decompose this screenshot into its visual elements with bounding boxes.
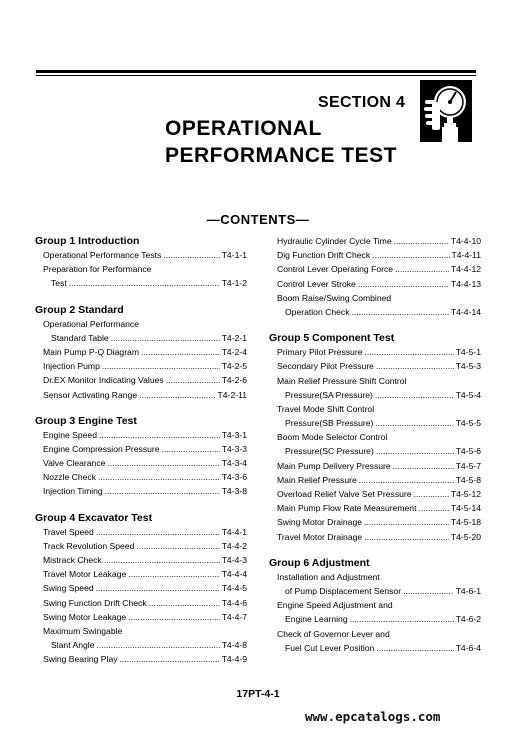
toc-entry-label: Test	[51, 278, 67, 289]
toc-entry[interactable]	[269, 388, 481, 402]
toc-entry-page: T4-4-13	[450, 278, 481, 289]
toc-entry-page: T4-4-14	[450, 306, 481, 317]
toc-entry-label: Maximum Swingable	[43, 625, 123, 636]
toc-entry-page: T4-5-20	[450, 531, 481, 542]
toc-entry[interactable]	[35, 470, 247, 484]
group-spacer	[35, 291, 247, 299]
toc-entry-page: T4-4-7	[221, 611, 247, 622]
toc-entry-page: T4-2-6	[221, 375, 247, 386]
toc-entry-page: T4-3-3	[221, 443, 247, 454]
toc-leader-dots	[139, 388, 215, 402]
toc-entry-label: Main Pump Delivery Pressure	[277, 460, 391, 471]
toc-group-heading: Group 5 Component Test	[269, 332, 395, 345]
toc-entry-label: of Pump Displacement Sensor	[285, 585, 402, 596]
toc-entry-label: Track Revolution Speed	[43, 540, 135, 551]
toc-entry[interactable]	[35, 539, 247, 553]
group-spacer	[35, 499, 247, 507]
watermark: www.epcatalogs.com	[305, 709, 441, 724]
toc-entry-label: Slant Angle	[51, 640, 95, 651]
toc-group-heading: Group 2 Standard	[35, 303, 124, 316]
toc-entry-page: T4-5-6	[455, 446, 481, 457]
toc-entry-label: Swing Function Drift Check	[43, 597, 147, 608]
toc-entry-page: T4-5-5	[455, 418, 481, 429]
toc-leader-dots	[364, 530, 449, 544]
toc-leader-dots	[364, 515, 449, 529]
toc-entry-label: Engine Learning	[285, 614, 348, 625]
toc-leader-dots	[418, 501, 448, 515]
toc-entry-page: T4-5-7	[455, 460, 481, 471]
toc-entry-page: T4-2-11	[217, 389, 247, 400]
toc-entry-page: T4-6-4	[455, 642, 481, 653]
toc-leader-dots	[163, 248, 219, 262]
toc-entry-label: Pressure(SC Pressure)	[285, 446, 374, 457]
toc-entry[interactable]	[269, 430, 481, 444]
toc-entry-page: T4-4-4	[221, 569, 247, 580]
toc-leader-dots	[107, 456, 219, 470]
toc-entry[interactable]	[35, 652, 247, 666]
toc-entry-page: T4-4-1	[221, 526, 247, 537]
toc-entry[interactable]	[269, 248, 481, 262]
toc-entry-page: T4-1-2	[221, 278, 247, 289]
toc-entry-label: Check of Governor Lever and	[277, 628, 390, 639]
toc-leader-dots	[376, 641, 453, 655]
toc-leader-dots	[102, 359, 220, 373]
page-title-line2: PERFORMANCE TEST	[165, 144, 398, 167]
toc-leader-dots	[375, 416, 453, 430]
toc-entry[interactable]	[269, 459, 481, 473]
toc-entry[interactable]	[269, 234, 481, 248]
group-spacer	[269, 319, 481, 327]
toc-entry[interactable]	[269, 374, 481, 388]
toc-entry-label: Control Lever Operating Force	[277, 264, 394, 275]
toc-entry[interactable]	[35, 388, 247, 402]
toc-entry[interactable]	[269, 359, 481, 373]
toc-entry-label: Swing Motor Drainage	[277, 517, 363, 528]
toc-entry[interactable]	[269, 345, 481, 359]
toc-group-heading: Group 1 Introduction	[35, 235, 140, 247]
contents-heading: —CONTENTS—	[206, 212, 310, 227]
toc-entry-page: T4-5-14	[450, 503, 481, 514]
toc-entry-page: T4-4-11	[451, 250, 481, 261]
toc-entry-page: T4-4-12	[450, 264, 481, 275]
toc-entry[interactable]	[35, 345, 247, 359]
toc-entry-label: Installation and Adjustment	[277, 571, 380, 582]
toc-entry-label: Sensor Activating Range	[43, 389, 138, 400]
toc-entry-page: T4-5-12	[450, 489, 481, 499]
group-spacer	[35, 402, 247, 410]
toc-entry[interactable]	[269, 641, 481, 655]
toc-group-heading: Group 6 Adjustment	[269, 556, 370, 569]
toc-entry-page: T4-3-1	[221, 429, 247, 440]
toc-entry-page: T4-5-8	[455, 474, 481, 485]
toc-entry[interactable]	[269, 277, 481, 291]
toc-leader-dots	[162, 442, 220, 456]
toc-entry-label: Boom Raise/Swing Combined	[277, 292, 392, 303]
toc-leader-dots	[149, 596, 220, 610]
toc-entry[interactable]	[35, 484, 247, 498]
toc-leader-dots	[166, 373, 220, 387]
toc-entry[interactable]	[35, 248, 247, 262]
toc-entry[interactable]	[35, 624, 247, 638]
toc-entry-label: Hydraulic Cylinder Cycle Time	[277, 236, 392, 246]
toc-entry-page: T4-1-1	[221, 250, 247, 260]
toc-entry-page: T4-4-10	[450, 236, 481, 246]
toc-leader-dots	[128, 610, 220, 624]
toc-entry[interactable]	[269, 530, 481, 544]
toc-entry-label: Secondary Pilot Pressure	[277, 361, 374, 372]
toc-entry-label: Swing Bearing Play	[43, 654, 118, 665]
toc-entry[interactable]	[269, 262, 481, 276]
toc-entry[interactable]	[269, 501, 481, 515]
header-rule-thick	[36, 70, 476, 73]
toc-leader-dots	[141, 345, 220, 359]
toc-entry-label: Injection Pump	[43, 361, 100, 372]
toc-entry[interactable]	[35, 567, 247, 581]
toc-leader-dots	[395, 262, 449, 276]
toc-leader-dots	[375, 388, 454, 402]
toc-entry-label: Travel Speed	[43, 526, 94, 537]
toc-leader-dots	[99, 428, 220, 442]
toc-leader-dots	[69, 276, 220, 290]
toc-entry-label: Dig Function Drift Check	[277, 250, 371, 261]
pressure-gauge-hand-icon	[420, 80, 472, 142]
toc-leader-dots	[96, 581, 220, 595]
toc-entry-label: Swing Motor Leakage	[43, 611, 127, 622]
toc-leader-dots	[98, 470, 220, 484]
toc-entry-label: Operational Performance Tests	[43, 250, 162, 260]
toc-entry-page: T4-4-5	[221, 583, 247, 594]
toc-entry[interactable]	[269, 473, 481, 487]
toc-entry[interactable]	[35, 525, 247, 539]
toc-entry-label: Engine Compression Pressure	[43, 443, 160, 454]
toc-entry[interactable]	[269, 612, 481, 626]
toc-leader-dots	[105, 484, 220, 498]
toc-entry-label: Mistrack Check	[43, 555, 102, 565]
toc-entry-label: Engine Speed	[43, 429, 97, 440]
toc-entry-page: T4-2-5	[221, 361, 247, 372]
toc-entry-label: Standard Table	[51, 332, 109, 343]
toc-leader-dots	[111, 331, 220, 345]
toc-entry-label: Fuel Cut Lever Position	[285, 642, 375, 653]
toc-leader-dots	[393, 459, 454, 473]
toc-entry[interactable]	[269, 598, 481, 612]
toc-leader-dots	[350, 612, 454, 626]
toc-leader-dots	[359, 473, 454, 487]
toc-entry-label: Swing Speed	[43, 583, 94, 594]
group-spacer	[269, 544, 481, 552]
toc-entry-page: T4-2-4	[221, 346, 247, 357]
toc-leader-dots	[358, 277, 449, 291]
toc-entry-page: T4-3-4	[221, 458, 247, 469]
toc-entry-label: Primary Pilot Pressure	[277, 347, 363, 358]
toc-entry[interactable]	[269, 627, 481, 641]
toc-entry[interactable]	[269, 416, 481, 430]
header-rule-thin	[36, 75, 476, 76]
toc-entry[interactable]	[269, 291, 481, 305]
toc-entry-label: Control Lever Stroke	[277, 278, 356, 289]
toc-entry-label: Pressure(SA Pressure)	[285, 389, 373, 400]
toc-entry[interactable]	[269, 570, 481, 584]
toc-entry[interactable]	[35, 638, 247, 652]
toc-entry-label: Travel Motor Leakage	[43, 569, 127, 580]
toc-entry-page: T4-5-3	[455, 361, 481, 372]
toc-leader-dots	[104, 553, 220, 567]
toc-entry-page: T4-5-1	[455, 347, 481, 358]
page-title-line1: OPERATIONAL	[165, 117, 322, 140]
toc-entry[interactable]	[269, 305, 481, 319]
toc-entry-label: Engine Speed Adjustment and	[277, 600, 393, 611]
toc-leader-dots	[414, 487, 449, 501]
toc-leader-dots	[352, 305, 449, 319]
toc-entry-label: Main Pump Flow Rate Measurement	[277, 503, 417, 514]
toc-leader-dots	[394, 234, 449, 248]
toc-entry[interactable]	[35, 359, 247, 373]
toc-leader-dots	[364, 345, 453, 359]
toc-entry[interactable]	[35, 276, 247, 290]
toc-entry-label: Operational Performance	[43, 318, 140, 329]
toc-leader-dots	[136, 539, 219, 553]
toc-entry[interactable]	[35, 331, 247, 345]
toc-entry-page: T4-5-18	[450, 517, 481, 528]
toc-entry-label: Overload Relief Valve Set Pressure	[277, 489, 412, 499]
toc-entry[interactable]	[269, 444, 481, 458]
toc-entry-page: T4-3-6	[221, 472, 247, 483]
toc-entry-page: T4-4-9	[221, 654, 247, 665]
toc-entry-label: Main Pump P-Q Diagram	[43, 346, 139, 357]
toc-entry-label: Main Relief Pressure	[277, 474, 357, 485]
toc-entry-page: T4-4-2	[221, 540, 247, 551]
toc-entry-label: Boom Mode Selector Control	[277, 432, 388, 443]
toc-left-column	[35, 234, 247, 667]
toc-entry-page: T4-5-4	[455, 389, 481, 400]
toc-right-column	[269, 234, 481, 655]
toc-entry-page: T4-4-8	[221, 640, 247, 651]
toc-leader-dots	[376, 359, 454, 373]
toc-leader-dots	[128, 567, 219, 581]
toc-leader-dots	[96, 525, 220, 539]
toc-entry-page: T4-4-3	[221, 555, 247, 565]
toc-entry-page: T4-2-1	[221, 332, 247, 343]
toc-entry-page: T4-6-1	[455, 585, 481, 596]
page-code: 17PT-4-1	[236, 688, 280, 700]
toc-entry-label: Pressure(SB Pressure)	[285, 418, 374, 429]
toc-entry[interactable]	[35, 317, 247, 331]
toc-entry-label: Valve Clearance	[43, 458, 106, 469]
toc-entry[interactable]	[35, 456, 247, 470]
toc-entry[interactable]	[35, 553, 247, 567]
toc-entry[interactable]	[35, 442, 247, 456]
section-label: SECTION 4	[318, 94, 406, 111]
toc-entry[interactable]	[35, 373, 247, 387]
toc-entry[interactable]	[269, 515, 481, 529]
toc-leader-dots	[120, 652, 220, 666]
toc-group-heading: Group 4 Excavator Test	[35, 511, 153, 524]
toc-entry[interactable]	[35, 610, 247, 624]
toc-entry[interactable]	[269, 584, 481, 598]
toc-entry[interactable]	[35, 428, 247, 442]
toc-entry-label: Main Relief Pressure Shift Control	[277, 375, 407, 386]
toc-entry[interactable]	[35, 596, 247, 610]
toc-entry-label: Travel Mode Shift Control	[277, 403, 375, 414]
toc-leader-dots	[96, 638, 219, 652]
toc-entry[interactable]	[35, 262, 247, 276]
toc-entry-label: Travel Motor Drainage	[277, 531, 363, 542]
toc-entry[interactable]	[35, 581, 247, 595]
toc-entry-label: Dr.EX Monitor Indicating Values	[43, 375, 164, 386]
toc-entry[interactable]	[269, 487, 481, 501]
toc-entry[interactable]	[269, 402, 481, 416]
toc-entry-page: T4-3-8	[221, 486, 247, 497]
toc-entry-label: Injection Timing	[43, 486, 103, 497]
toc-entry-label: Preparation for Performance	[43, 264, 152, 275]
toc-entry-label: Operation Check	[285, 306, 350, 317]
toc-entry-label: Nozzle Check	[43, 472, 97, 483]
toc-entry-page: T4-6-2	[455, 614, 481, 625]
toc-entry-page: T4-4-6	[221, 597, 247, 608]
toc-group-heading: Group 3 Engine Test	[35, 414, 137, 427]
toc-leader-dots	[376, 444, 454, 458]
toc-leader-dots	[403, 584, 454, 598]
toc-leader-dots	[372, 248, 449, 262]
